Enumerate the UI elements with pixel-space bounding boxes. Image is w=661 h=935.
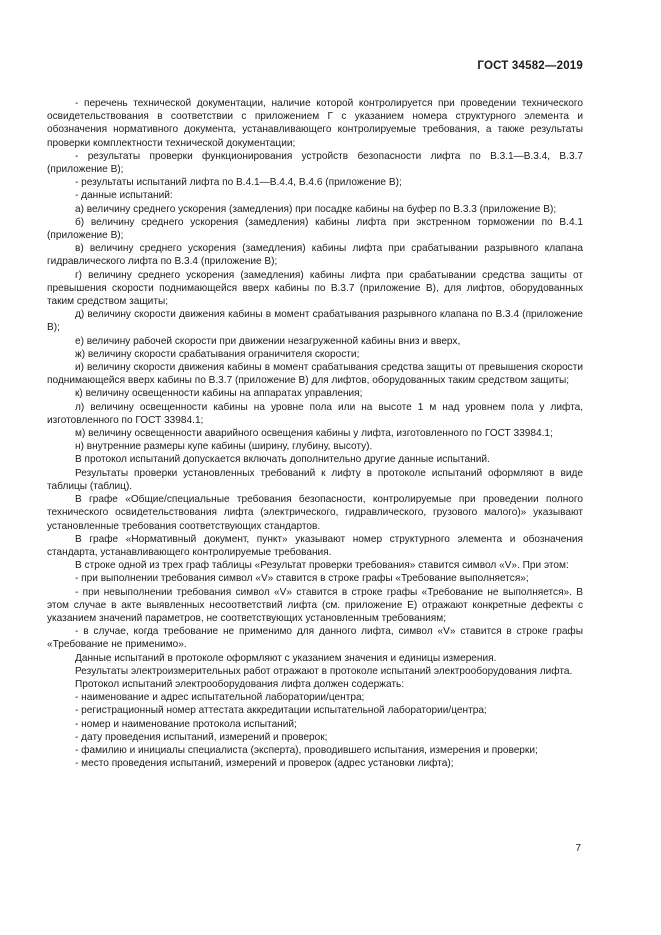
list-item: - при невыполнении требования символ «V» ставится в строке графы «Требование не выполняется». В этом случае в акте выявленных несоответствий лифта (см. приложение Е) отражают конкретные дефекты с указанием значений параметров, не соответствующих установленным требованиям;	[47, 586, 583, 624]
list-item: б) величину среднего ускорения (замедления) кабины лифта при экстренном торможении по В.4.1 (приложение В);	[47, 216, 583, 242]
page-number: 7	[575, 843, 581, 854]
paragraph: В протокол испытаний допускается включать дополнительно другие данные испытаний.	[75, 454, 490, 466]
list-item: - при выполнении требования символ «V» ставится в строке графы «Требование выполняется»;	[75, 573, 529, 585]
body-text	[47, 97, 583, 770]
list-item: ж) величину скорости срабатывания ограничителя скорости;	[75, 348, 360, 360]
paragraph: - перечень технической документации, наличие которой контролируется при проведении технического освидетельствования в соответствии с приложением Г с указанием номера структурного элемента и обозначения нормативного документа, устанавливающего контролируемые требования, а также результаты проверки комплектности технической документации;	[47, 98, 583, 149]
list-item: д) величину скорости движения кабины в момент срабатывания разрывного клапана по В.3.4 (приложение В);	[47, 309, 583, 334]
list-item: в) величину среднего ускорения (замедления) кабины лифта при срабатывании разрывного клапана гидравлического лифта по В.3.4 (приложение В);	[47, 243, 583, 268]
list-item: н) внутренние размеры купе кабины (ширину, глубину, высоту).	[75, 441, 373, 453]
paragraph: - данные испытаний:	[75, 190, 173, 202]
paragraph: В графе «Общие/специальные требования безопасности, контролируемые при проведении полного технического освидетельствования лифта (электрического, гидравлического, грузового малого)» указывают установленные требования соответствующих стандартов.	[47, 494, 583, 532]
list-item: м) величину освещенности аварийного освещения кабины у лифта, изготовленного по ГОСТ 33984.1;	[75, 428, 553, 440]
standard-header: ГОСТ 34582—2019	[477, 60, 583, 72]
list-item: - в случае, когда требование не применимо для данного лифта, символ «V» ставится в строке графы «Требование не применимо».	[47, 626, 583, 651]
paragraph: Данные испытаний в протоколе оформляют с указанием значения и единицы измерения.	[75, 652, 497, 664]
paragraph: Протокол испытаний электрооборудования лифта должен содержать:	[75, 678, 405, 690]
paragraph: - результаты проверки функционирования устройств безопасности лифта по В.3.1—В.3.4, В.3.7 (приложение В);	[47, 150, 583, 176]
list-item: г) величину среднего ускорения (замедления) кабины лифта при срабатывании средства защиты от превышения скорости поднимающейся вверх кабины по В.3.7 (приложение В), для лифтов, оборудованных таким средством защиты;	[47, 269, 583, 308]
list-item: л) величину освещенности кабины на уровне пола или на высоте 1 м над уровнем пола у лифта, изготовленного по ГОСТ 33984.1;	[47, 401, 583, 426]
list-item: - номер и наименование протокола испытаний;	[75, 718, 297, 730]
paragraph: В графе «Нормативный документ, пункт» указывают номер структурного элемента и обозначения стандарта, устанавливающего контролируемые требования.	[47, 533, 583, 558]
list-item: - наименование и адрес испытательной лаборатории/центра;	[75, 692, 365, 704]
paragraph: Результаты электроизмерительных работ отражают в протоколе испытаний электрооборудования лифта.	[75, 665, 573, 677]
list-item: - дату проведения испытаний, измерений и проверок;	[75, 731, 328, 743]
list-item: и) величину скорости движения кабины в момент срабатывания средства защиты от превышения скорости поднимающейся вверх кабины по В.3.7 (приложение В) для лифтов, оборудованных таким средством защиты;	[47, 362, 583, 387]
paragraph: - результаты испытаний лифта по В.4.1—В.4.4, В.4.6 (приложение В);	[75, 177, 402, 189]
paragraph: В строке одной из трех граф таблицы «Результат проверки требования» ставится символ «V». При этом:	[75, 560, 569, 572]
paragraph: Результаты проверки установленных требований к лифту в протоколе испытаний оформляют в виде таблицы (таблиц).	[47, 467, 583, 492]
list-item: к) величину освещенности кабины на аппаратах управления;	[75, 388, 363, 400]
list-item: - фамилию и инициалы специалиста (эксперта), проводившего испытания, измерения и проверки;	[75, 744, 538, 756]
list-item: а) величину среднего ускорения (замедления) при посадке кабины на буфер по В.3.3 (приложение В);	[75, 203, 557, 215]
list-item: е) величину рабочей скорости при движении незагруженной кабины вниз и вверх,	[75, 335, 461, 347]
list-item: - регистрационный номер аттестата аккредитации испытательной лаборатории/центра;	[75, 705, 487, 717]
list-item: - место проведения испытаний, измерений и проверок (адрес установки лифта);	[75, 758, 454, 770]
